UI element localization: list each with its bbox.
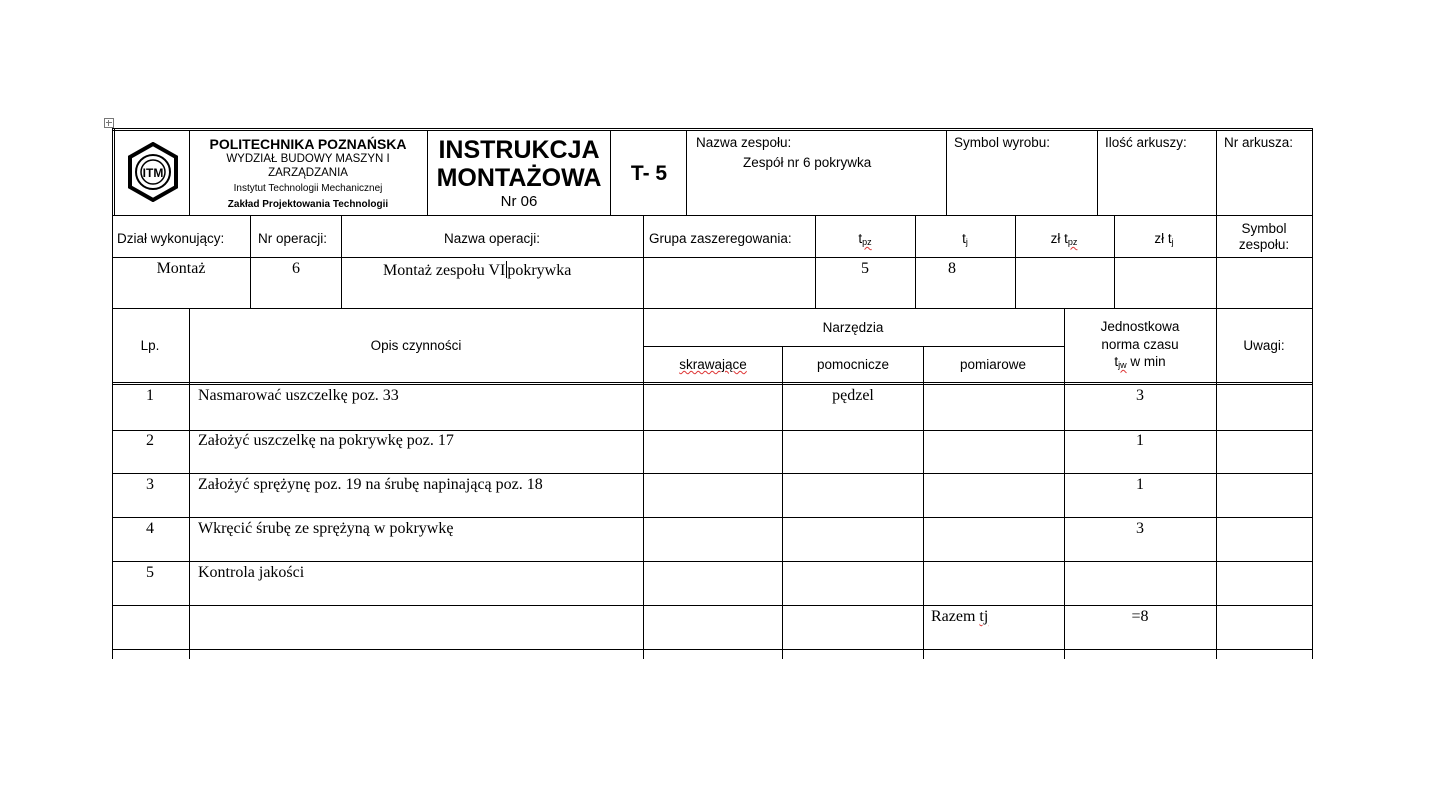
norm-header-line-1: Jednostkowa (1100, 319, 1180, 334)
logo-letters: ITM (142, 166, 164, 180)
executing-dept-value[interactable]: Montaż (156, 260, 206, 277)
step-time-norm[interactable]: 3 (1136, 387, 1144, 404)
product-symbol-label: Symbol wyrobu: (954, 135, 1051, 150)
total-value[interactable]: =8 (1131, 608, 1149, 625)
document-code: T- 5 (630, 162, 668, 185)
description-header: Opis czynności (370, 338, 462, 353)
document-title-line-1: INSTRUKCJA (438, 136, 600, 164)
step-number[interactable]: 3 (146, 476, 154, 493)
operation-name-value[interactable]: Montaż zespołu VI pokrywka (383, 262, 572, 279)
step-description[interactable]: Założyć uszczelkę na pokrywkę poz. 17 (198, 432, 454, 449)
tools-header: Narzędzia (822, 320, 884, 335)
zl-tj-header: zł $t_j$ (1154, 231, 1174, 247)
measuring-tools-header: pomiarowe (959, 357, 1027, 372)
step-number[interactable]: 1 (146, 387, 154, 404)
document-number: Nr 06 (500, 193, 538, 210)
tj-value[interactable]: 8 (948, 260, 956, 277)
cutting-tools-header: skrawające (679, 357, 747, 372)
faculty-line-2: ZARZĄDZANIA (268, 167, 348, 179)
operation-number-value[interactable]: 6 (292, 260, 300, 277)
sheet-count-label: Ilość arkuszy: (1105, 135, 1187, 150)
faculty-line-1: WYDZIAŁ BUDOWY MASZYN I (226, 153, 390, 165)
total-label[interactable]: Razem tj (931, 608, 989, 625)
assembly-name-label: Nazwa zespołu: (696, 135, 792, 150)
lp-header: Lp. (140, 338, 160, 353)
step-description[interactable]: Nasmarować uszczelkę poz. 33 (198, 387, 399, 404)
step-time-norm[interactable]: 1 (1136, 432, 1144, 449)
step-description[interactable]: Kontrola jakości (198, 564, 305, 581)
step-time-norm[interactable]: 1 (1136, 476, 1144, 493)
operation-number-label: Nr operacji: (258, 231, 328, 246)
norm-header-line-3: $t_{jw}$ w min (1114, 354, 1166, 370)
assembly-name-value: Zespół nr 6 pokrywka (743, 155, 872, 170)
operation-name-label: Nazwa operacji: (443, 231, 541, 246)
department-name: Zakład Projektowania Technologii (227, 199, 389, 210)
tpz-header: $t_{pz}$ (858, 231, 872, 247)
table-move-handle-icon[interactable] (104, 118, 114, 128)
remarks-header: Uwagi: (1243, 338, 1285, 353)
step-number[interactable]: 4 (146, 520, 154, 537)
sheet-number-label: Nr arkusza: (1224, 135, 1294, 150)
zl-tpz-header: zł $t_{pz}$ (1050, 231, 1078, 247)
executing-dept-label: Dział wykonujący: (117, 231, 225, 246)
step-description[interactable]: Wkręcić śrubę ze sprężyną w pokrywkę (198, 520, 454, 537)
assembly-symbol-label-1: Symbol (1241, 221, 1287, 236)
step-auxiliary-tool[interactable]: pędzel (832, 387, 874, 404)
norm-header-line-2: norma czasu (1101, 337, 1179, 352)
assembly-symbol-label-2: zespołu: (1238, 237, 1290, 252)
tj-header: $t_j$ (962, 231, 968, 247)
step-time-norm[interactable]: 3 (1136, 520, 1144, 537)
auxiliary-tools-header: pomocnicze (816, 357, 890, 372)
university-name: POLITECHNIKA POZNAŃSKA (209, 136, 407, 152)
step-number[interactable]: 2 (146, 432, 154, 449)
institute-name: Instytut Technologii Mechanicznej (233, 183, 383, 194)
pay-group-label: Grupa zaszeregowania: (649, 231, 792, 246)
university-logo-icon (125, 142, 181, 202)
step-number[interactable]: 5 (146, 564, 154, 581)
step-description[interactable]: Założyć sprężynę poz. 19 na śrubę napinającą poz. 18 (198, 476, 543, 493)
tpz-value[interactable]: 5 (861, 260, 869, 277)
document-title-line-2: MONTAŻOWA (436, 164, 602, 192)
